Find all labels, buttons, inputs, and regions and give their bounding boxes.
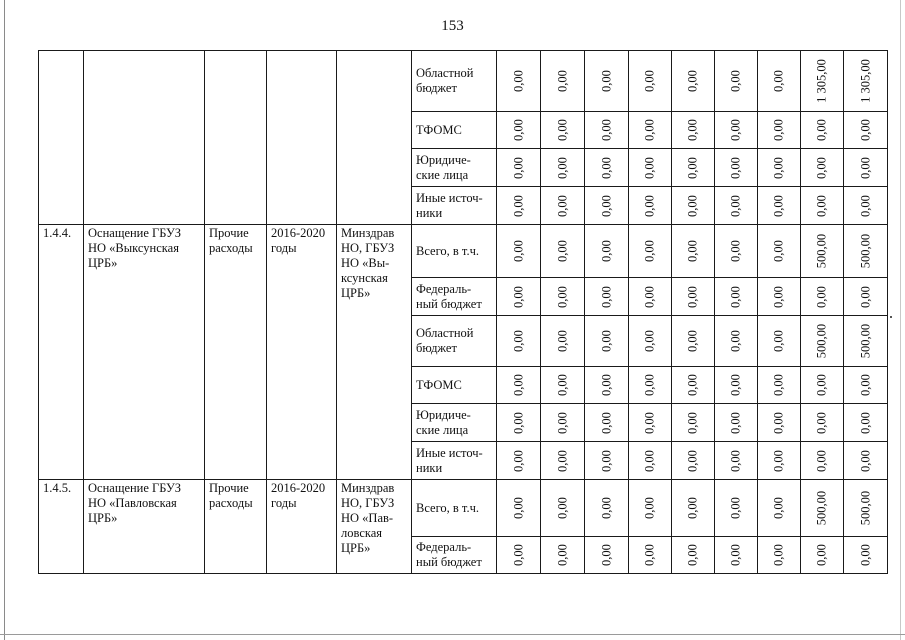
funding-source-cell: Иные источ-ники <box>412 187 497 225</box>
amount-value: 0,00 <box>642 544 657 566</box>
amount-cell <box>629 51 672 112</box>
amount-value: 0,00 <box>599 374 613 396</box>
amount-cell <box>541 278 585 316</box>
amount-cell <box>801 404 844 442</box>
amount-value: 0,00 <box>685 119 700 141</box>
amount-cell <box>715 442 758 480</box>
amount-value: 500,00 <box>858 323 872 359</box>
amount-value: 0,00 <box>511 544 525 566</box>
amount-value: 0,00 <box>685 497 700 519</box>
amount-value: 0,00 <box>555 330 569 352</box>
amount-value: 0,00 <box>555 285 569 308</box>
amount-value: 500,00 <box>814 490 829 526</box>
amount-value: 0,00 <box>814 411 829 434</box>
amount-cell <box>497 187 541 225</box>
amount-value: 0,00 <box>771 449 786 472</box>
amount-cell <box>715 537 758 574</box>
amount-cell <box>497 316 541 367</box>
amount-value: 0,00 <box>814 285 829 308</box>
item-name-cell: Оснащение ГБУЗ НО «Выксунская ЦРБ» <box>84 225 205 480</box>
amount-value: 0,00 <box>858 194 872 217</box>
amount-value: 0,00 <box>642 411 657 434</box>
amount-value: 0,00 <box>685 411 700 434</box>
amount-cell <box>629 149 672 187</box>
amount-cell <box>585 537 629 574</box>
amount-value: 1 305,00 <box>858 59 872 103</box>
amount-cell <box>758 316 801 367</box>
amount-cell <box>541 316 585 367</box>
amount-cell <box>715 278 758 316</box>
amount-value: 0,00 <box>599 497 613 519</box>
funding-source-cell: Юридиче-ские лица <box>412 149 497 187</box>
amount-cell <box>844 442 888 480</box>
amount-cell <box>801 537 844 574</box>
amount-value: 0,00 <box>728 70 743 92</box>
amount-cell <box>585 51 629 112</box>
amount-cell <box>541 442 585 480</box>
amount-value: 0,00 <box>555 411 569 434</box>
amount-value: 0,00 <box>555 119 569 141</box>
amount-cell <box>801 187 844 225</box>
amount-value: 500,00 <box>814 323 829 359</box>
amount-value: 0,00 <box>511 374 525 396</box>
amount-value: 0,00 <box>771 411 786 434</box>
amount-cell <box>585 149 629 187</box>
amount-value: 0,00 <box>642 497 657 519</box>
amount-value: 0,00 <box>685 374 700 396</box>
page-number: 153 <box>441 18 464 34</box>
amount-value: 500,00 <box>858 233 872 269</box>
amount-value: 0,00 <box>685 240 700 262</box>
amount-cell <box>715 187 758 225</box>
amount-cell <box>715 404 758 442</box>
amount-cell <box>844 316 888 367</box>
amount-cell <box>801 316 844 367</box>
scan-edge-left <box>4 0 5 640</box>
amount-value: 0,00 <box>728 497 743 519</box>
amount-cell <box>715 112 758 149</box>
amount-cell <box>758 149 801 187</box>
amount-value: 0,00 <box>642 374 657 396</box>
amount-value: 0,00 <box>511 194 525 217</box>
amount-cell <box>758 480 801 537</box>
amount-value: 0,00 <box>642 156 657 179</box>
funding-source-cell: Иные источ-ники <box>412 442 497 480</box>
amount-cell <box>758 187 801 225</box>
funding-source-cell: Областной бюджет <box>412 51 497 112</box>
amount-cell <box>801 278 844 316</box>
amount-value: 0,00 <box>728 449 743 472</box>
amount-cell <box>801 112 844 149</box>
amount-cell <box>672 404 715 442</box>
amount-value: 0,00 <box>728 285 743 308</box>
amount-value: 0,00 <box>642 194 657 217</box>
item-name-cell <box>84 51 205 225</box>
funding-source-cell: Всего, в т.ч. <box>412 480 497 537</box>
amount-value: 0,00 <box>599 411 613 434</box>
amount-cell <box>497 537 541 574</box>
executor-cell: Минздрав НО, ГБУЗ НО «Пав-ловская ЦРБ» <box>337 480 412 574</box>
amount-value: 0,00 <box>771 544 786 566</box>
amount-value: 0,00 <box>814 194 829 217</box>
amount-cell <box>497 51 541 112</box>
amount-cell <box>844 367 888 404</box>
amount-cell <box>629 442 672 480</box>
amount-value: 0,00 <box>555 497 569 519</box>
amount-value: 0,00 <box>599 194 613 217</box>
amount-cell <box>715 225 758 278</box>
amount-cell <box>801 480 844 537</box>
amount-value: 0,00 <box>555 449 569 472</box>
amount-cell <box>801 149 844 187</box>
scan-speck <box>890 316 892 318</box>
amount-value: 0,00 <box>771 497 786 519</box>
amount-value: 500,00 <box>814 233 829 269</box>
amount-value: 0,00 <box>814 544 829 566</box>
amount-value: 0,00 <box>555 156 569 179</box>
amount-cell <box>629 187 672 225</box>
amount-value: 0,00 <box>728 240 743 262</box>
amount-value: 0,00 <box>728 156 743 179</box>
amount-value: 0,00 <box>685 194 700 217</box>
amount-value: 0,00 <box>685 544 700 566</box>
amount-value: 0,00 <box>555 374 569 396</box>
period-cell <box>267 51 337 225</box>
amount-cell <box>585 367 629 404</box>
amount-value: 0,00 <box>858 411 872 434</box>
amount-cell <box>672 187 715 225</box>
amount-cell <box>497 112 541 149</box>
amount-cell <box>629 278 672 316</box>
amount-cell <box>629 480 672 537</box>
amount-value: 0,00 <box>555 194 569 217</box>
period-cell: 2016-2020 годы <box>267 225 337 480</box>
amount-cell <box>497 442 541 480</box>
amount-cell <box>715 367 758 404</box>
amount-value: 0,00 <box>685 285 700 308</box>
funding-source-cell: Юридиче-ские лица <box>412 404 497 442</box>
amount-cell <box>758 225 801 278</box>
amount-value: 0,00 <box>511 330 525 352</box>
amount-cell <box>629 112 672 149</box>
amount-cell <box>715 316 758 367</box>
amount-value: 0,00 <box>728 194 743 217</box>
amount-value: 0,00 <box>555 240 569 262</box>
amount-value: 0,00 <box>814 449 829 472</box>
amount-cell <box>541 187 585 225</box>
amount-cell <box>715 51 758 112</box>
amount-value: 0,00 <box>599 330 613 352</box>
amount-value: 0,00 <box>858 156 872 179</box>
amount-cell <box>541 537 585 574</box>
amount-value: 0,00 <box>642 330 657 352</box>
amount-value: 0,00 <box>642 240 657 262</box>
item-code-cell: 1.4.5. <box>39 480 84 574</box>
amount-cell <box>672 316 715 367</box>
scan-edge-bottom <box>0 634 905 635</box>
amount-value: 0,00 <box>771 240 786 262</box>
amount-value: 0,00 <box>771 70 786 92</box>
amount-cell <box>758 537 801 574</box>
amount-cell <box>629 225 672 278</box>
amount-cell <box>715 480 758 537</box>
amount-cell <box>715 149 758 187</box>
amount-cell <box>585 316 629 367</box>
amount-cell <box>629 404 672 442</box>
amount-value: 0,00 <box>814 374 829 396</box>
amount-cell <box>497 367 541 404</box>
funding-source-cell: Федераль-ный бюджет <box>412 537 497 574</box>
amount-value: 0,00 <box>771 330 786 352</box>
amount-value: 0,00 <box>599 544 613 566</box>
funding-source-cell: Всего, в т.ч. <box>412 225 497 278</box>
amount-value: 0,00 <box>858 119 872 141</box>
amount-value: 0,00 <box>511 285 525 308</box>
amount-value: 0,00 <box>599 156 613 179</box>
amount-value: 0,00 <box>728 374 743 396</box>
amount-value: 0,00 <box>685 156 700 179</box>
executor-cell <box>337 51 412 225</box>
amount-value: 0,00 <box>728 119 743 141</box>
funding-source-cell: Областной бюджет <box>412 316 497 367</box>
scan-edge-right <box>900 0 901 640</box>
amount-value: 0,00 <box>642 119 657 141</box>
amount-cell <box>844 149 888 187</box>
amount-cell <box>497 404 541 442</box>
amount-cell <box>541 225 585 278</box>
amount-cell <box>541 112 585 149</box>
amount-value: 0,00 <box>858 374 872 396</box>
amount-value: 0,00 <box>858 449 872 472</box>
amount-cell <box>758 51 801 112</box>
amount-cell <box>758 367 801 404</box>
amount-cell <box>629 316 672 367</box>
amount-value: 0,00 <box>728 544 743 566</box>
amount-value: 0,00 <box>599 70 613 92</box>
amount-value: 0,00 <box>858 544 872 566</box>
amount-value: 0,00 <box>771 194 786 217</box>
amount-value: 1 305,00 <box>814 59 829 103</box>
amount-cell <box>541 404 585 442</box>
amount-cell <box>801 225 844 278</box>
amount-cell <box>844 112 888 149</box>
expense-type-cell: Прочие расходы <box>205 225 267 480</box>
amount-cell <box>585 278 629 316</box>
amount-value: 0,00 <box>858 285 872 308</box>
amount-cell <box>497 278 541 316</box>
amount-value: 0,00 <box>771 374 786 396</box>
table-row <box>39 225 888 278</box>
amount-cell <box>585 480 629 537</box>
amount-cell <box>844 187 888 225</box>
funding-source-cell: Федераль-ный бюджет <box>412 278 497 316</box>
amount-cell <box>672 112 715 149</box>
amount-cell <box>844 404 888 442</box>
amount-value: 0,00 <box>599 449 613 472</box>
expense-type-cell: Прочие расходы <box>205 480 267 574</box>
amount-cell <box>585 442 629 480</box>
amount-cell <box>672 278 715 316</box>
funding-source-cell: ТФОМС <box>412 367 497 404</box>
amount-value: 0,00 <box>685 330 700 352</box>
amount-cell <box>672 480 715 537</box>
amount-cell <box>672 149 715 187</box>
amount-cell <box>541 480 585 537</box>
amount-cell <box>801 367 844 404</box>
amount-cell <box>672 367 715 404</box>
funding-source-cell: ТФОМС <box>412 112 497 149</box>
expense-type-cell <box>205 51 267 225</box>
amount-cell <box>585 404 629 442</box>
amount-cell <box>497 480 541 537</box>
amount-cell <box>585 225 629 278</box>
amount-value: 0,00 <box>771 156 786 179</box>
amount-value: 0,00 <box>511 240 525 262</box>
amount-cell <box>844 225 888 278</box>
amount-cell <box>844 480 888 537</box>
amount-cell <box>541 51 585 112</box>
amount-cell <box>844 51 888 112</box>
amount-value: 0,00 <box>771 285 786 308</box>
amount-cell <box>758 442 801 480</box>
amount-value: 0,00 <box>555 544 569 566</box>
amount-value: 0,00 <box>728 411 743 434</box>
table-row <box>39 480 888 537</box>
amount-value: 0,00 <box>555 70 569 92</box>
amount-value: 0,00 <box>599 240 613 262</box>
amount-value: 0,00 <box>511 449 525 472</box>
amount-value: 0,00 <box>599 119 613 141</box>
amount-cell <box>844 537 888 574</box>
amount-value: 0,00 <box>685 449 700 472</box>
period-cell: 2016-2020 годы <box>267 480 337 574</box>
amount-cell <box>585 112 629 149</box>
amount-value: 0,00 <box>642 449 657 472</box>
amount-cell <box>758 404 801 442</box>
amount-cell <box>672 442 715 480</box>
amount-cell <box>672 225 715 278</box>
amount-cell <box>672 51 715 112</box>
amount-cell <box>844 278 888 316</box>
amount-cell <box>541 367 585 404</box>
amount-value: 500,00 <box>858 490 872 526</box>
amount-value: 0,00 <box>814 156 829 179</box>
item-code-cell <box>39 51 84 225</box>
item-code-cell: 1.4.4. <box>39 225 84 480</box>
amount-value: 0,00 <box>685 70 700 92</box>
amount-cell <box>629 367 672 404</box>
table-row <box>39 51 888 112</box>
amount-value: 0,00 <box>728 330 743 352</box>
amount-value: 0,00 <box>771 119 786 141</box>
amount-value: 0,00 <box>511 156 525 179</box>
amount-cell <box>672 537 715 574</box>
amount-value: 0,00 <box>599 285 613 308</box>
budget-table <box>38 50 888 574</box>
amount-cell <box>801 442 844 480</box>
amount-cell <box>497 225 541 278</box>
amount-value: 0,00 <box>511 497 525 519</box>
amount-cell <box>497 149 541 187</box>
amount-value: 0,00 <box>511 119 525 141</box>
amount-value: 0,00 <box>642 285 657 308</box>
item-name-cell: Оснащение ГБУЗ НО «Павловская ЦРБ» <box>84 480 205 574</box>
amount-cell <box>629 537 672 574</box>
executor-cell: Минздрав НО, ГБУЗ НО «Вы-ксунская ЦРБ» <box>337 225 412 480</box>
amount-value: 0,00 <box>511 411 525 434</box>
amount-value: 0,00 <box>511 70 525 92</box>
amount-cell <box>801 51 844 112</box>
amount-cell <box>758 278 801 316</box>
amount-cell <box>585 187 629 225</box>
amount-cell <box>541 149 585 187</box>
amount-value: 0,00 <box>814 119 829 141</box>
amount-cell <box>758 112 801 149</box>
amount-value: 0,00 <box>642 70 657 92</box>
